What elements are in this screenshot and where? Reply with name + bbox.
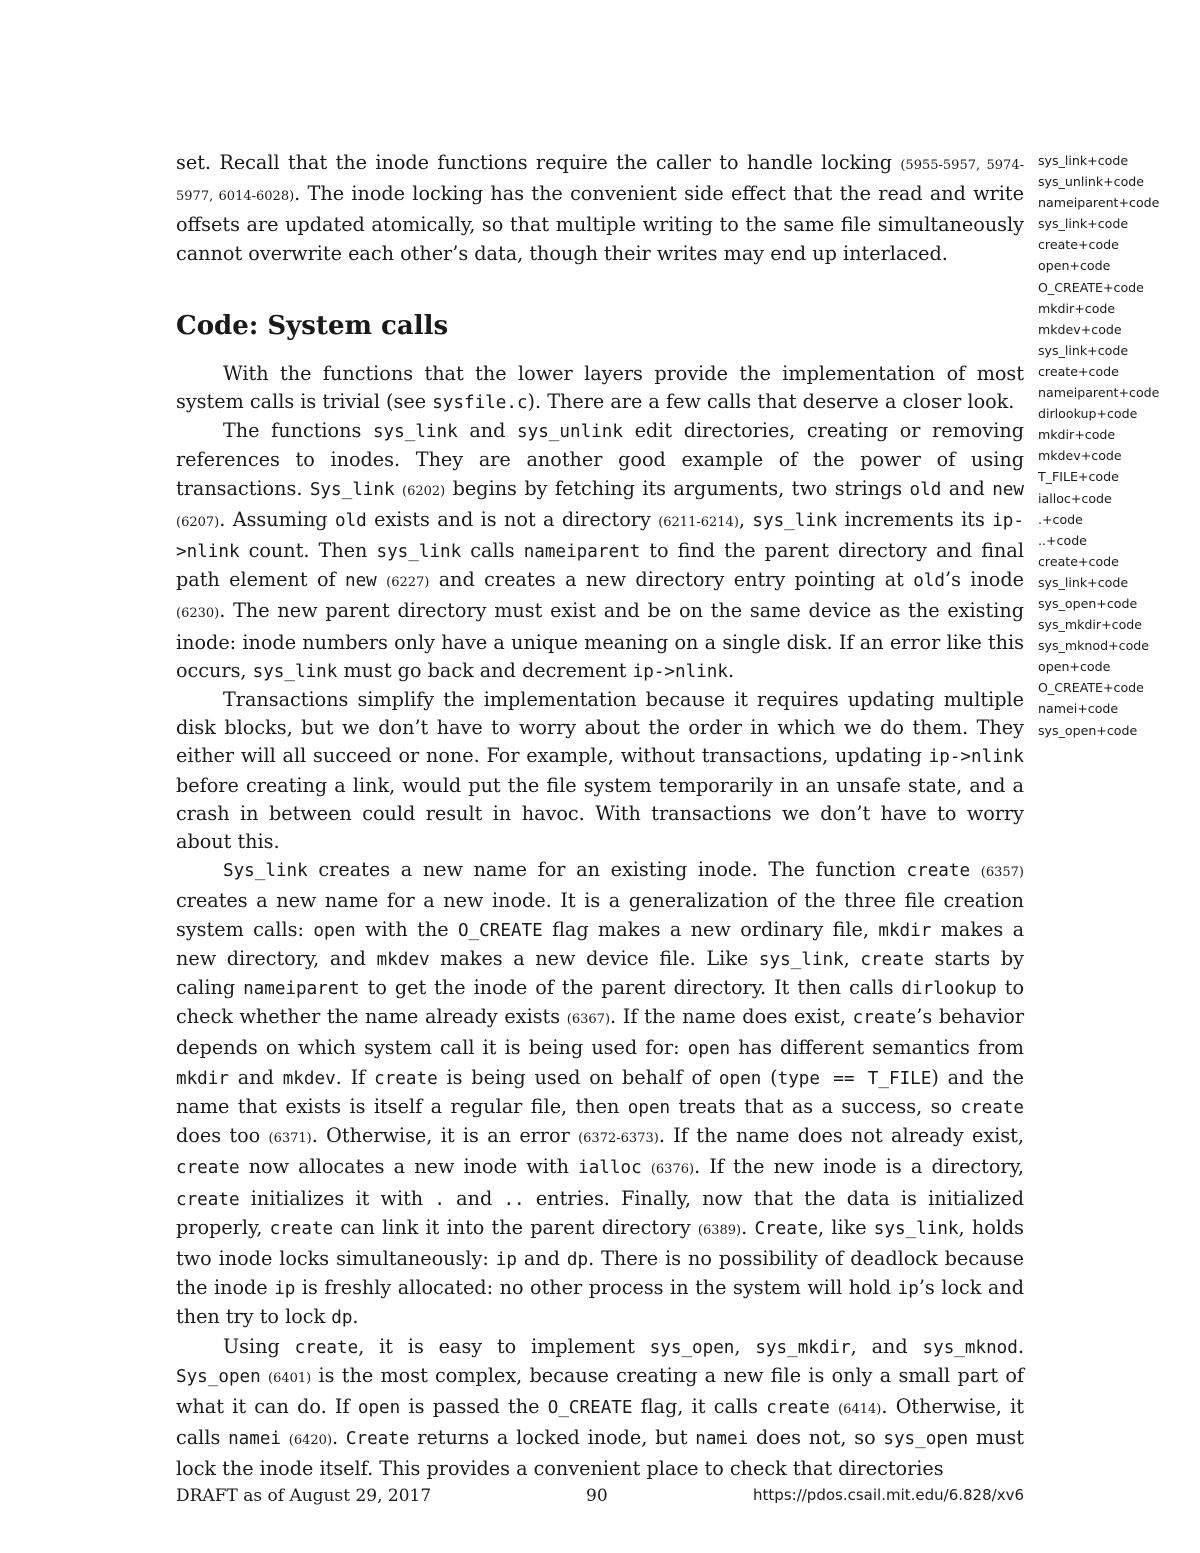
section-heading: Code: System calls <box>176 310 449 341</box>
text-run: now allocates a new inode with <box>239 1155 579 1179</box>
text-run: flag, it calls <box>632 1394 767 1418</box>
code-term: sys_mkdir <box>755 1337 851 1358</box>
code-term: sys_link <box>376 542 462 563</box>
text-run: . <box>1017 1334 1024 1358</box>
text-run: starts by caling <box>176 946 1025 1000</box>
line-reference: (6207) <box>176 514 220 530</box>
code-term: namei <box>695 1429 749 1450</box>
code-term: Create <box>345 1429 410 1450</box>
code-term: create <box>176 1189 240 1210</box>
text-run: before creating a link, would put the file system temporarily in an unsafe state, and a crash in between could result in havoc. With transactions we don’t have to worry about this. <box>176 773 1024 854</box>
text-run: must lock the inode itself. This provides a convenient place to check that directories <box>176 1426 1024 1481</box>
text-run: treats that as a success, so <box>670 1094 961 1118</box>
text-run <box>642 1155 651 1178</box>
margin-note: create+code <box>1038 363 1119 379</box>
code-term: open <box>357 1397 401 1418</box>
text-run: , <box>843 946 861 970</box>
text-run: . <box>332 1426 346 1450</box>
code-term: open <box>718 1068 762 1089</box>
code-term: old <box>909 479 942 500</box>
code-term: O_CREATE <box>457 920 543 941</box>
text-run <box>281 1426 289 1449</box>
code-term: create <box>294 1337 359 1358</box>
code-term: create <box>766 1397 830 1418</box>
line-reference: (6211-6214) <box>658 514 739 530</box>
code-term: dirlookup <box>901 979 997 1000</box>
line-reference: (6414) <box>838 1401 882 1417</box>
margin-note: dirlookup+code <box>1038 406 1138 422</box>
code-term: create <box>852 1008 917 1029</box>
margin-note: sys_open+code <box>1038 595 1138 611</box>
text-run: . Assuming <box>219 507 335 531</box>
text-run: with the <box>355 917 458 941</box>
text-run: edit directories, creating or removing references to inodes. They are another good example of the power of using transactions. <box>176 419 1024 500</box>
page-number: 90 <box>586 1486 608 1506</box>
text-run: begins by fetching its arguments, two strings <box>445 476 910 500</box>
code-term: nameiparent <box>523 542 641 563</box>
line-reference: (6401) <box>268 1370 312 1386</box>
text-run: can link it into the parent directory <box>333 1215 698 1239</box>
paragraph <box>176 417 1024 686</box>
text-run: . The inode locking has the convenient side effect that the read and write offsets are updated atomically, so that multiple writing to the same file simultaneously cannot overwrite each other’s data, though their writes may end up interlaced. <box>176 182 1024 265</box>
code-term: old <box>913 571 945 592</box>
text-run: and creates a new directory entry pointing at <box>429 568 914 592</box>
text-run: count. Then <box>239 539 377 563</box>
line-reference: (6227) <box>386 575 430 591</box>
code-term: ip->nlink <box>176 510 1024 563</box>
text-run: must go back and decrement <box>337 658 633 682</box>
line-reference: (6420) <box>288 1433 333 1449</box>
main-text <box>176 149 1024 1484</box>
margin-note: create+code <box>1038 553 1119 569</box>
text-run <box>970 858 981 881</box>
code-term: mkdir <box>878 920 932 941</box>
text-run: and <box>457 419 518 443</box>
code-term: old <box>334 510 367 531</box>
code-term: Sys_link <box>309 479 395 500</box>
code-term: open <box>687 1039 731 1060</box>
code-term: mkdev <box>282 1068 336 1089</box>
footer-draft-date: DRAFT as of August 29, 2017 <box>176 1486 432 1506</box>
code-term: create <box>906 861 971 882</box>
code-term: new <box>344 571 377 592</box>
text-run: ’s behavior depends on which system call it is being used for: <box>176 1005 1024 1060</box>
text-run: creates a new name for an existing inode. The function <box>307 858 907 882</box>
text-run: set. Recall that the inode functions require the caller to handle locking <box>176 151 901 174</box>
text-run: to find the parent directory and final path element of <box>176 539 1024 592</box>
code-term: create <box>269 1218 334 1239</box>
code-term: namei <box>228 1429 282 1450</box>
margin-note: mkdev+code <box>1038 321 1122 337</box>
margin-notes <box>1038 150 1198 741</box>
code-term: sys_link <box>873 1218 959 1239</box>
margin-note: sys_open+code <box>1038 722 1138 738</box>
code-term: .. <box>503 1189 525 1210</box>
text-run: , <box>738 507 753 531</box>
line-reference: (6389) <box>697 1222 742 1238</box>
text-run: entries. Finally, now that the data is initialized properly, <box>176 1186 1025 1239</box>
text-run: ) and the name that exists is itself a regular file, then <box>176 1065 1024 1118</box>
code-term: sys_link <box>758 949 844 970</box>
paragraph <box>176 1333 1024 1484</box>
margin-note: mkdir+code <box>1038 300 1116 316</box>
text-run: Using <box>223 1334 295 1358</box>
text-run: The functions <box>223 419 373 443</box>
text-run: makes a new device file. Like <box>429 946 759 970</box>
line-reference: (6371) <box>268 1131 312 1147</box>
margin-note: sys_link+code <box>1038 216 1129 232</box>
page-footer <box>176 1486 1024 1510</box>
code-term: create <box>960 1097 1024 1118</box>
margin-note: sys_link+code <box>1038 574 1129 590</box>
paragraph <box>176 686 1024 856</box>
margin-note: sys_link+code <box>1038 153 1129 168</box>
code-term: mkdev <box>376 949 430 970</box>
text-run: . If <box>335 1065 375 1089</box>
text-run: With the functions that the lower layers provide the implementation of most system calls is trivial (see <box>176 361 1024 414</box>
text-run: ’s inode <box>945 568 1024 592</box>
margin-note: mkdir+code <box>1038 427 1116 443</box>
margin-note: nameiparent+code <box>1038 195 1160 211</box>
text-run: ( <box>761 1065 778 1089</box>
text-run: and <box>228 1065 283 1089</box>
text-run <box>377 568 386 591</box>
text-run: has different semantics from <box>730 1036 1024 1060</box>
text-run: and <box>941 476 993 500</box>
code-term: sys_link <box>252 661 338 682</box>
code-term: ip->nlink <box>928 747 1024 768</box>
code-term: ip->nlink <box>632 661 728 682</box>
text-run: , <box>734 1334 756 1358</box>
text-run: . <box>727 658 735 682</box>
code-term: create <box>176 1158 240 1179</box>
text-run: . If the name does exist, <box>610 1005 853 1029</box>
code-term: sys_mknod <box>922 1337 1018 1358</box>
text-run: exists and is not a directory <box>366 507 659 531</box>
code-term: Sys_open <box>176 1366 261 1387</box>
margin-note: sys_mknod+code <box>1038 638 1150 654</box>
code-term: . <box>434 1189 445 1210</box>
text-run: ’s lock and then try to lock <box>176 1276 1024 1329</box>
text-run: to get the inode of the parent directory. It then calls <box>359 976 902 1000</box>
margin-note: namei+code <box>1038 701 1119 717</box>
line-reference: (6367) <box>566 1012 611 1028</box>
code-term: ialloc <box>578 1158 642 1179</box>
text-run: calls <box>461 539 524 563</box>
text-run: to check whether the name already exists <box>176 976 1024 1029</box>
code-term: open <box>627 1097 671 1118</box>
code-term: sys_unlink <box>517 422 623 443</box>
text-run: Transactions simplify the implementation because it requires updating multiple disk blocks, but we don’t have to worry about the order in which we do them. They either will all succeed or none. For example, without transactions, updating <box>176 688 1024 768</box>
margin-note: mkdev+code <box>1038 448 1122 464</box>
code-term: sysfile.c <box>432 393 528 414</box>
margin-note: O_CREATE+code <box>1038 680 1144 696</box>
text-run: makes a new directory, and <box>176 917 1025 970</box>
paragraph <box>176 856 1024 1332</box>
text-run: is passed the <box>400 1394 548 1418</box>
margin-note: sys_link+code <box>1038 342 1129 358</box>
code-term: ip <box>495 1249 517 1270</box>
margin-note: sys_unlink+code <box>1038 174 1145 190</box>
paragraph <box>176 360 1024 417</box>
text-run: is freshly allocated: no other process in the system will hold <box>295 1276 898 1300</box>
margin-note: create+code <box>1038 237 1119 253</box>
line-reference: (6372-6373) <box>578 1131 659 1147</box>
margin-note: sys_mkdir+code <box>1038 617 1143 633</box>
line-reference: (6357) <box>980 865 1024 881</box>
code-term: sys_open <box>649 1337 735 1358</box>
code-term: ip <box>897 1279 919 1300</box>
text-run <box>261 1364 268 1387</box>
code-term: dp <box>566 1249 589 1270</box>
code-term: mkdir <box>176 1068 229 1089</box>
text-run: creates a new name for a new inode. It is a generalization of the three file creation system calls: <box>176 889 1024 941</box>
code-term: nameiparent <box>243 979 360 1000</box>
code-term: create <box>374 1068 438 1089</box>
margin-note: ialloc+code <box>1038 490 1112 506</box>
text-run: is being used on behalf of <box>437 1065 719 1089</box>
text-run: initializes it with <box>239 1186 435 1210</box>
margin-note: O_CREATE+code <box>1038 279 1144 295</box>
code-term: sys_link <box>372 422 458 443</box>
margin-note: open+code <box>1038 659 1111 675</box>
code-term: open <box>313 920 356 941</box>
code-term: sys_open <box>883 1429 969 1450</box>
margin-note: T_FILE+code <box>1038 469 1119 485</box>
text-run: . If the name does not already exist, <box>658 1124 1024 1148</box>
text-run: . There is no possibility of deadlock because the inode <box>176 1246 1024 1300</box>
text-run: . The new parent directory must exist and be on the same device as the existing inode: inode numbers only have a unique meaning on a single disk. If an error like this occurs, <box>176 599 1024 682</box>
text-run: and <box>516 1246 567 1270</box>
code-term: create <box>860 949 924 970</box>
code-term: sys_link <box>752 510 838 531</box>
text-run <box>830 1395 838 1418</box>
margin-note: nameiparent+code <box>1038 385 1160 401</box>
text-run: returns a locked inode, but <box>409 1426 696 1450</box>
line-reference: (5955-5957, 5974-5977, 6014-6028) <box>176 158 1024 205</box>
text-run: increments its <box>837 507 993 531</box>
margin-note: ..+code <box>1038 532 1087 548</box>
text-run: does not, so <box>748 1426 884 1450</box>
text-run: . Otherwise, it is an error <box>311 1124 579 1148</box>
text-run: . If the new inode is a directory, <box>694 1155 1024 1179</box>
text-run: and <box>444 1186 504 1210</box>
line-reference: (6376) <box>650 1162 695 1178</box>
text-run: , like <box>818 1215 874 1239</box>
margin-note: .+code <box>1038 511 1083 527</box>
paragraph <box>176 149 1024 268</box>
text-run: . Otherwise, it calls <box>176 1394 1024 1450</box>
margin-note: open+code <box>1038 258 1111 274</box>
code-term: O_CREATE <box>547 1397 633 1418</box>
line-reference: (6230) <box>176 606 220 622</box>
text-run: ). There are a few calls that deserve a closer look. <box>527 390 1015 414</box>
code-term: dp <box>331 1308 353 1329</box>
text-run: , and <box>850 1334 923 1358</box>
text-run: , it is easy to implement <box>358 1334 650 1358</box>
code-term: ip <box>274 1279 296 1300</box>
text-run: is the most complex, because creating a new file is only a small part of what it can do. If <box>176 1363 1024 1418</box>
text-run: flag makes a new ordinary file, <box>542 917 879 941</box>
text-run: does too <box>176 1124 269 1148</box>
text-run <box>395 477 402 500</box>
line-reference: (6202) <box>402 483 446 499</box>
code-term: new <box>992 479 1024 500</box>
text-run: . <box>352 1305 359 1329</box>
code-term: Create <box>754 1218 818 1239</box>
text-run: . <box>741 1215 755 1239</box>
code-term: type == T_FILE <box>777 1068 932 1089</box>
text-run: , holds two inode locks simultaneously: <box>176 1215 1025 1270</box>
code-term: Sys_link <box>223 861 308 882</box>
footer-url: https://pdos.csail.mit.edu/6.828/xv6 <box>753 1486 1024 1504</box>
